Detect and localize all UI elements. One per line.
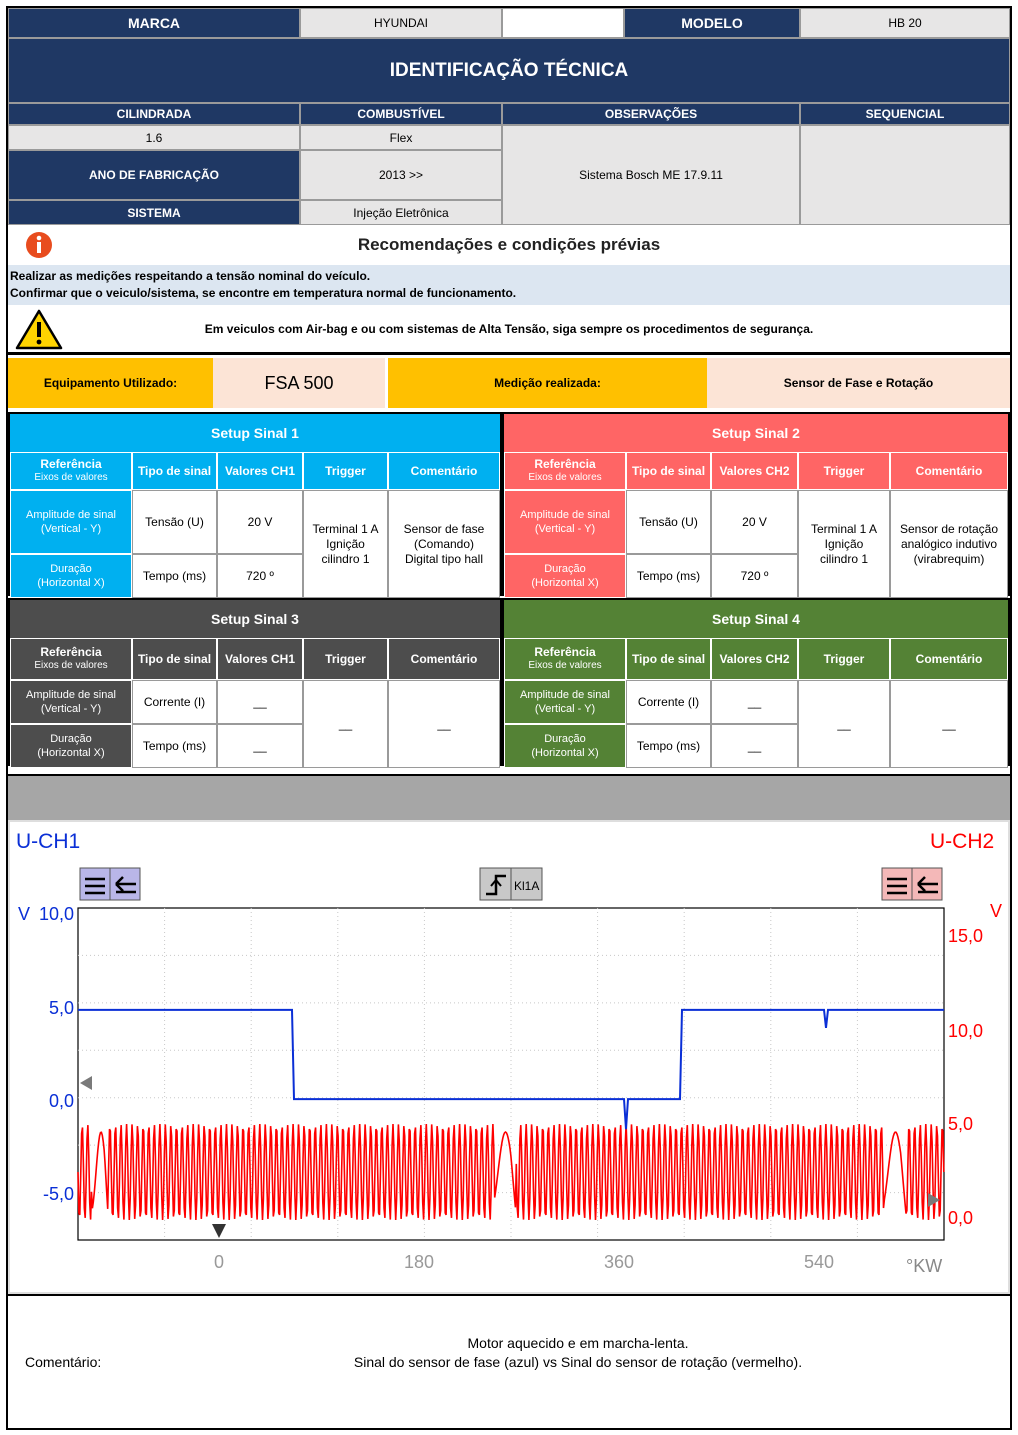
unit-right: V — [990, 901, 1003, 921]
amp-sub-text: (Vertical - Y) — [40, 523, 102, 535]
document-frame — [6, 6, 1012, 1430]
comentario-header: Comentário — [388, 638, 500, 680]
right-tick: 0,0 — [948, 1208, 974, 1228]
amp-sub-text: (Vertical - Y) — [40, 703, 102, 715]
amp-label-text: Amplitude de sinal — [520, 689, 610, 701]
equipment-value: FSA 500 — [213, 358, 385, 408]
amp-label-text: Amplitude de sinal — [520, 509, 610, 521]
valores-header: Valores CH2 — [711, 638, 798, 680]
valores-header: Valores CH1 — [217, 638, 303, 680]
oscilloscope-svg — [10, 822, 1008, 1292]
sistema-value: Injeção Eletrônica — [300, 200, 502, 225]
modelo-label: MODELO — [624, 8, 800, 38]
ref-label: Referência — [534, 457, 596, 471]
comment-text — [258, 1334, 898, 1372]
ref-label: Referência — [40, 645, 102, 659]
duracao-label — [504, 554, 626, 598]
sequencial-label: SEQUENCIAL — [800, 103, 1010, 125]
dur-label-text: Duração — [50, 563, 92, 575]
trigger-value: Terminal 1 A Ignição cilindro 1 — [303, 490, 388, 598]
duracao-label — [504, 724, 626, 768]
x-tick: 360 — [603, 1252, 635, 1272]
right-tick: 15,0 — [948, 926, 984, 946]
comentario-header: Comentário — [388, 452, 500, 490]
cilindrada-label: CILINDRADA — [8, 103, 300, 125]
dur-sub-text: (Horizontal X) — [37, 747, 105, 759]
ch2-scale-button[interactable] — [882, 868, 942, 900]
dur-value: 720 º — [217, 554, 303, 598]
trigger-header: Trigger — [798, 452, 890, 490]
page-title: IDENTIFICAÇÃO TÉCNICA — [8, 38, 1010, 103]
ref-sub-label: Eixos de valores — [528, 660, 602, 671]
comment-line-2: Sinal do sensor de fase (azul) vs Sinal do sensor de rotação (vermelho). — [353, 1354, 803, 1370]
amplitude-label — [504, 680, 626, 724]
amp-tipo-value: Tensão (U) — [626, 490, 711, 554]
dur-tipo-value: Tempo (ms) — [132, 554, 217, 598]
comment-label: Comentário: — [25, 1354, 102, 1370]
left-tick: 10,0 — [38, 904, 74, 924]
dur-tipo-value: Tempo (ms) — [132, 724, 217, 768]
comment-value: Sensor de fase (Comando) Digital tipo hall — [388, 490, 500, 598]
sequencial-value — [800, 125, 1010, 225]
duracao-label — [10, 724, 132, 768]
setup-title: Setup Sinal 2 — [504, 414, 1008, 452]
left-tick: 0,0 — [48, 1091, 74, 1111]
ref-sub-label: Eixos de valores — [528, 472, 602, 483]
x-unit: °KW — [906, 1256, 943, 1276]
amp-value: 20 V — [217, 490, 303, 554]
recommendation-line-1: Realizar as medições respeitando a tensão nominal do veículo. — [10, 269, 371, 283]
comment-value: Sensor de rotação analógico indutivo (virabrequim) — [890, 490, 1008, 598]
measure-label: Medição realizada: — [385, 358, 707, 408]
comment-value: __ — [388, 680, 500, 768]
amp-label-text: Amplitude de sinal — [26, 509, 116, 521]
dur-value: __ — [217, 724, 303, 768]
amp-label-text: Amplitude de sinal — [26, 689, 116, 701]
dur-value: __ — [711, 724, 798, 768]
comment-section — [8, 1294, 1010, 1428]
trigger-button[interactable] — [480, 868, 542, 900]
x-tick: 0 — [213, 1252, 225, 1272]
tipo-header: Tipo de sinal — [626, 452, 711, 490]
comment-value: __ — [890, 680, 1008, 768]
setup-block-4 — [502, 598, 1010, 766]
combustivel-value: Flex — [300, 125, 502, 150]
recommendations-list — [8, 265, 1010, 305]
dur-label-text: Duração — [544, 733, 586, 745]
modelo-value: HB 20 — [800, 8, 1010, 38]
amp-value: __ — [217, 680, 303, 724]
comment-line-1: Motor aquecido e em marcha-lenta. — [467, 1335, 689, 1351]
ch2-label: U-CH2 — [930, 830, 995, 853]
trigger-value: Terminal 1 A Ignição cilindro 1 — [798, 490, 890, 598]
observacoes-label: OBSERVAÇÕES — [502, 103, 800, 125]
trigger-header: Trigger — [303, 452, 388, 490]
dur-label-text: Duração — [544, 563, 586, 575]
ref-header — [504, 638, 626, 680]
trigger-header: Trigger — [303, 638, 388, 680]
right-tick: 5,0 — [948, 1114, 974, 1134]
recommendations-title: Recomendações e condições prévias — [357, 235, 661, 254]
recommendations-header — [8, 225, 1010, 265]
ano-label: ANO DE FABRICAÇÃO — [8, 150, 300, 200]
dur-value: 720 º — [711, 554, 798, 598]
dur-sub-text: (Horizontal X) — [37, 577, 105, 589]
x-axis-ticks — [214, 1252, 834, 1272]
blank-cell — [502, 8, 624, 38]
oscilloscope-panel — [8, 820, 1010, 1294]
sistema-label: SISTEMA — [8, 200, 300, 225]
marca-value: HYUNDAI — [300, 8, 502, 38]
marca-label: MARCA — [8, 8, 300, 38]
setup-block-2 — [502, 412, 1010, 596]
tipo-header: Tipo de sinal — [132, 638, 217, 680]
ref-label: Referência — [534, 645, 596, 659]
dur-tipo-value: Tempo (ms) — [626, 724, 711, 768]
ch1-scale-button[interactable] — [80, 868, 140, 900]
tipo-header: Tipo de sinal — [626, 638, 711, 680]
dur-sub-text: (Horizontal X) — [531, 577, 599, 589]
amp-tipo-value: Corrente (I) — [132, 680, 217, 724]
valores-header: Valores CH1 — [217, 452, 303, 490]
amplitude-label — [504, 490, 626, 554]
x-tick: 540 — [803, 1252, 835, 1272]
trigger-label: Kl1A — [514, 879, 540, 893]
amp-value: 20 V — [711, 490, 798, 554]
trigger-value: __ — [798, 680, 890, 768]
ref-sub-label: Eixos de valores — [34, 660, 108, 671]
ano-value: 2013 >> — [300, 150, 502, 200]
combustivel-label: COMBUSTÍVEL — [300, 103, 502, 125]
dur-tipo-value: Tempo (ms) — [626, 554, 711, 598]
amp-sub-text: (Vertical - Y) — [534, 703, 596, 715]
amp-tipo-value: Tensão (U) — [132, 490, 217, 554]
observacoes-value: Sistema Bosch ME 17.9.11 — [502, 125, 800, 225]
amp-tipo-value: Corrente (I) — [626, 680, 711, 724]
cilindrada-value: 1.6 — [8, 125, 300, 150]
x-tick: 180 — [403, 1252, 435, 1272]
ch1-label: U-CH1 — [16, 830, 81, 853]
amplitude-label — [10, 680, 132, 724]
recommendation-line-2: Confirmar que o veiculo/sistema, se encontre em temperatura normal de funcionamento. — [10, 286, 517, 300]
setup-title: Setup Sinal 4 — [504, 600, 1008, 638]
unit-left: V — [18, 904, 31, 924]
amp-value: __ — [711, 680, 798, 724]
ref-header — [10, 638, 132, 680]
trigger-header: Trigger — [798, 638, 890, 680]
amplitude-label — [10, 490, 132, 554]
setup-title: Setup Sinal 3 — [10, 600, 500, 638]
left-tick: -5,0 — [42, 1184, 74, 1204]
amp-sub-text: (Vertical - Y) — [534, 523, 596, 535]
equipment-label: Equipamento Utilizado: — [8, 358, 213, 408]
ref-label: Referência — [40, 457, 102, 471]
right-axis-ticks — [948, 926, 983, 1228]
valores-header: Valores CH2 — [711, 452, 798, 490]
grey-band — [8, 774, 1010, 820]
comentario-header: Comentário — [890, 452, 1008, 490]
setup-block-3 — [8, 598, 502, 766]
setup-block-1 — [8, 412, 502, 596]
ref-header — [10, 452, 132, 490]
ref-header — [504, 452, 626, 490]
warning-row — [8, 305, 1010, 355]
comentario-header: Comentário — [890, 638, 1008, 680]
ref-sub-label: Eixos de valores — [34, 472, 108, 483]
duracao-label — [10, 554, 132, 598]
setup-title: Setup Sinal 1 — [10, 414, 500, 452]
trigger-value: __ — [303, 680, 388, 768]
dur-label-text: Duração — [50, 733, 92, 745]
warning-text: Em veiculos com Air-bag e ou com sistemas de Alta Tensão, siga sempre os procedimentos de segurança. — [204, 321, 814, 336]
measure-value: Sensor de Fase e Rotação — [707, 358, 1010, 408]
left-tick: 5,0 — [48, 998, 74, 1018]
tipo-header: Tipo de sinal — [132, 452, 217, 490]
dur-sub-text: (Horizontal X) — [531, 747, 599, 759]
left-axis-ticks — [39, 904, 74, 1204]
right-tick: 10,0 — [948, 1021, 984, 1041]
